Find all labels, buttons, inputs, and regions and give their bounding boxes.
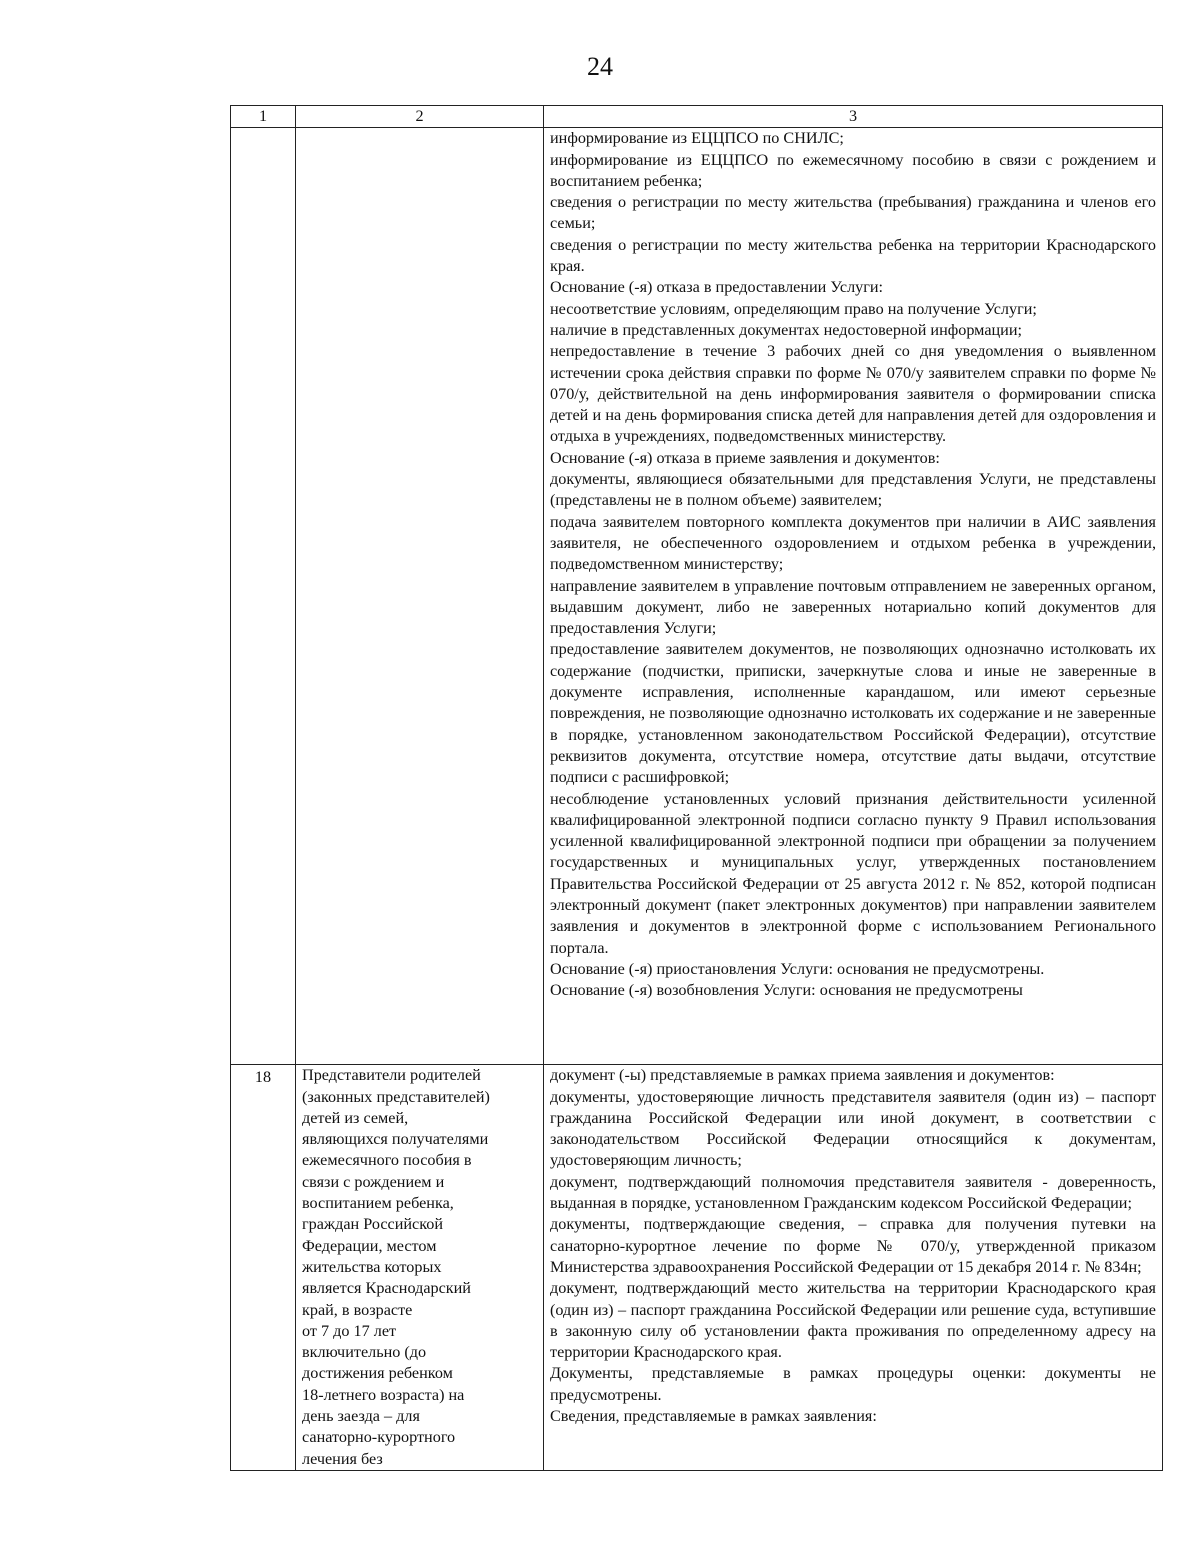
- row-number-cell: 18: [231, 1065, 296, 1471]
- line: край, в возрасте: [302, 1300, 413, 1319]
- line: жительства которых: [302, 1257, 442, 1276]
- recipient-category-cell: [296, 1065, 544, 1471]
- paragraph: направление заявителем в управление почтовым отправлением не заверенных органом, выдавшим документ, либо не заверенных нотариально копий документов для предоставления Услуги;: [550, 576, 1156, 638]
- documents-cell: [544, 1065, 1163, 1471]
- paragraph: непредоставление в течение 3 рабочих дней со дня уведомления о выявленном истечении срока действия справки по форме № 070/у заявителем справки по форме № 070/у, действительной на день информирования заявителя о формировании списка детей и на день формирования списка детей для направления детей для оздоровления и отдыха в учреждениях, подведомственных министерству.: [550, 342, 1156, 446]
- line: является Краснодарский: [302, 1279, 471, 1298]
- row-number-cell: [231, 128, 296, 1065]
- paragraph: несоответствие условиям, определяющим право на получение Услуги;: [550, 299, 1037, 318]
- line: включительно (до: [302, 1343, 427, 1362]
- paragraph: несоблюдение установленных условий признания действительности усиленной квалифицированной электронной подписи согласно пункту 9 Правил использования усиленной квалифицированной электронной подписи при обращении за получением государственных и муниципальных услуг, утвержденных постановлением Правительства Российской Федерации от 25 августа 2012 г. № 852, которой подписан электронный документ (пакет электронных документов) при направлении заявителем заявления и документов в электронной форме с использованием Регионального портала.: [550, 789, 1156, 957]
- line: лечения без: [302, 1449, 383, 1468]
- section-heading: Основание (-я) отказа в приеме заявления и документов:: [550, 448, 940, 467]
- line: (законных представителей): [302, 1087, 490, 1106]
- paragraph: документы, подтверждающие сведения, – справка для получения путевки на санаторно-курортное лечение по форме № 070/у, утвержденной приказом Министерства здравоохранения Российской Федерации от 15 декабря 2014 г. № 834н;: [550, 1215, 1156, 1276]
- paragraph: документы, являющиеся обязательными для представления Услуги, не представлены (представлены не в полном объеме) заявителем;: [550, 470, 1156, 510]
- grounds-cell: [544, 128, 1163, 1065]
- paragraph: документ, подтверждающий полномочия представителя заявителя - доверенность, выданная в порядке, установленном Гражданским кодексом Российской Федерации;: [550, 1172, 1156, 1213]
- paragraph: информирование из ЕЦЦПСО по ежемесячному пособию в связи с рождением и воспитанием ребенка;: [550, 150, 1156, 190]
- header-col-2: 2: [296, 106, 544, 128]
- line: воспитанием ребенка,: [302, 1194, 454, 1213]
- paragraph: сведения о регистрации по месту жительства ребенка на территории Краснодарского края.: [550, 235, 1156, 276]
- line: от 7 до 17 лет: [302, 1321, 397, 1340]
- line: Федерации, местом: [302, 1236, 437, 1255]
- paragraph: предоставление заявителем документов, не позволяющих однозначно истолковать их содержание (подчистки, приписки, зачеркнутые слова и иные не заверенные в документе исправления, исполненные карандашом, или имеют серьезные повреждения, не позволяющие однозначно истолковать их содержание и не заверенные в порядке, установленном законодательством Российской Федерации), отсутствие реквизитов документа, отсутствие номера, отсутствие даты выдачи, отсутствие подписи с расшифровкой;: [550, 640, 1156, 787]
- line: ежемесячного пособия в: [302, 1151, 472, 1170]
- paragraph: подача заявителем повторного комплекта документов при наличии в АИС заявления заявителя, не обеспеченного оздоровлением и отдыхом ребенка в учреждении, подведомственном министерству;: [550, 512, 1156, 574]
- paragraph: документы, удостоверяющие личность представителя заявителя (один из) – паспорт гражданина Российской Федерации или иной документ, в соответствии с законодательством Российской Федерации относящийся к документам, удостоверяющим личность;: [550, 1087, 1156, 1170]
- paragraph: Основание (-я) приостановления Услуги: основания не предусмотрены.: [550, 959, 1045, 978]
- line: детей из семей,: [302, 1108, 409, 1127]
- paragraph: наличие в представленных документах недостоверной информации;: [550, 320, 1022, 339]
- paragraph: Основание (-я) возобновления Услуги: основания не предусмотрены: [550, 981, 1023, 1000]
- paragraph: сведения о регистрации по месту жительства (пребывания) гражданина и членов его семьи;: [550, 193, 1156, 233]
- line: 18-летнего возраста) на: [302, 1385, 465, 1404]
- paragraph: Сведения, представляемые в рамках заявления:: [550, 1407, 877, 1426]
- page-number: 24: [587, 52, 613, 81]
- header-col-3: 3: [544, 106, 1163, 128]
- line: санаторно-курортного: [302, 1428, 456, 1447]
- recipient-category-cell: [296, 128, 544, 1065]
- paragraph: информирование из ЕЦЦПСО по СНИЛС;: [550, 129, 844, 148]
- table-header-row: [231, 106, 1163, 128]
- line: граждан Российской: [302, 1215, 444, 1234]
- services-table: [230, 105, 1163, 1471]
- line: связи с рождением и: [302, 1172, 445, 1191]
- paragraph: Документы, представляемые в рамках процедуры оценки: документы не предусмотрены.: [550, 1364, 1156, 1404]
- paragraph: документ, подтверждающий место жительства на территории Краснодарского края (один из) – паспорт гражданина Российской Федерации или решение суда, вступившие в законную силу об установлении факта проживания по определенному адресу на территории Краснодарского края.: [550, 1279, 1156, 1362]
- line: являющихся получателями: [302, 1130, 489, 1149]
- line: день заезда – для: [302, 1407, 420, 1426]
- line: достижения ребенком: [302, 1364, 453, 1383]
- table-row: [231, 1065, 1163, 1471]
- header-col-1: 1: [231, 106, 296, 128]
- section-heading: Основание (-я) отказа в предоставлении Услуги:: [550, 278, 884, 297]
- paragraph: документ (-ы) представляемые в рамках приема заявления и документов:: [550, 1066, 1055, 1085]
- line: Представители родителей: [302, 1066, 481, 1085]
- table-row: [231, 128, 1163, 1065]
